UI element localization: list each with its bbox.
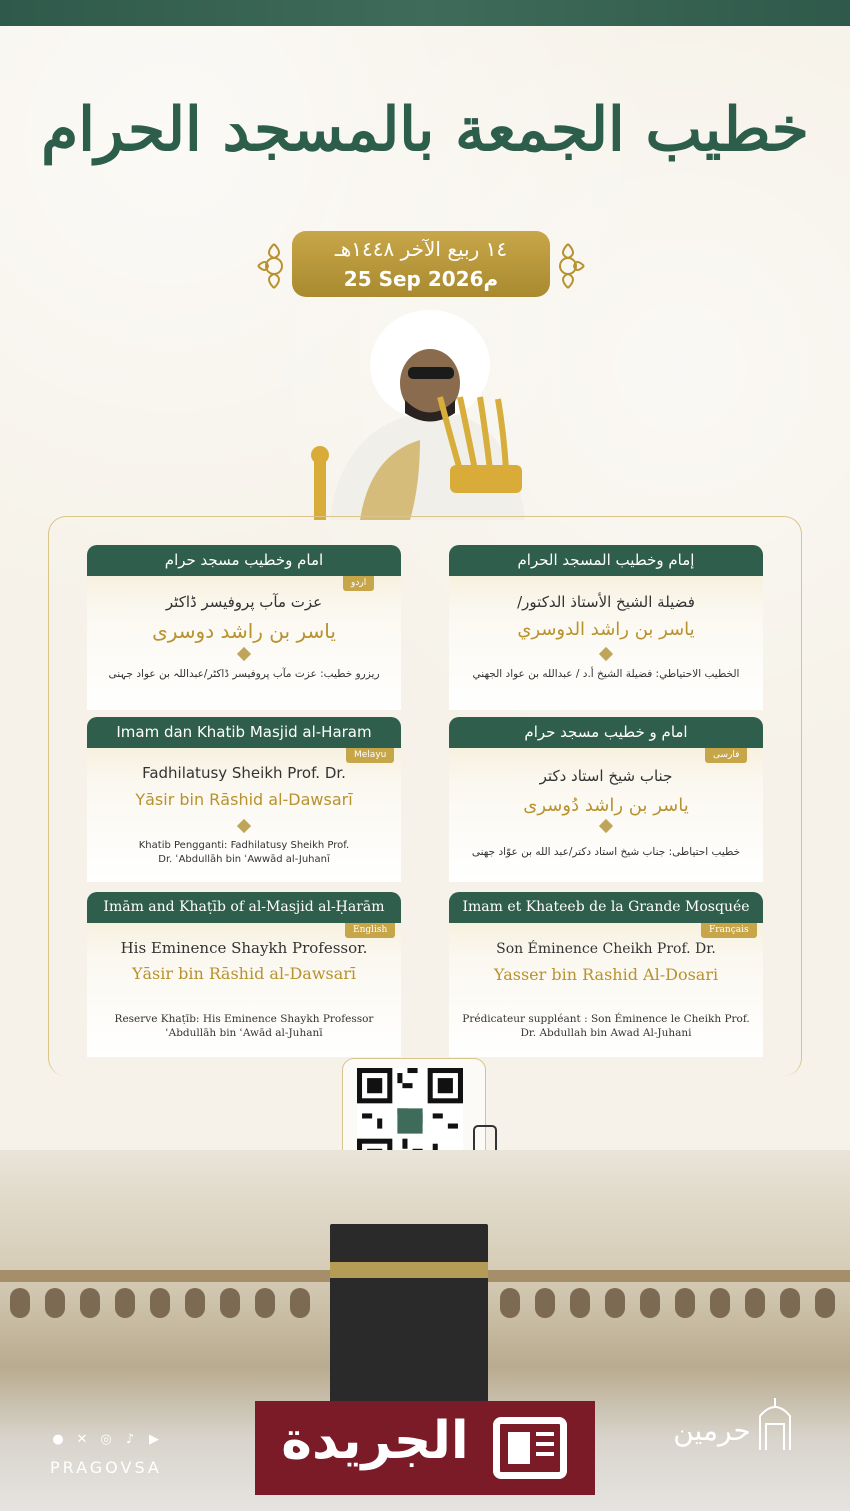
card-french-reserve xyxy=(459,1012,753,1040)
tiktok-icon[interactable]: ♪ xyxy=(125,1432,135,1447)
watermark-banner xyxy=(255,1401,595,1495)
card-malay-reserve xyxy=(97,839,391,867)
social-icons xyxy=(50,1432,170,1450)
card-english-name: Yāsir bin Rāshid al-Dawsarī xyxy=(131,964,357,983)
card-english xyxy=(87,892,401,1057)
card-urdu-title-line: عزت مآب پروفیسر ڈاکٹر xyxy=(165,593,323,611)
logo-text: حرمين xyxy=(673,1414,751,1447)
instagram-icon[interactable]: ◎ xyxy=(100,1432,112,1447)
card-urdu xyxy=(87,545,401,710)
card-malay-lang-tag: Melayu xyxy=(346,748,394,763)
card-persian-reserve: خطیب احتیاطی: جناب شیخ استاد دکتر/عبد الله بن عوّاد جهنی xyxy=(471,846,741,858)
top-bar xyxy=(0,0,850,26)
card-english-reserve-line-2: ʿAbdullāh bin ʿAwād al-Juhanī xyxy=(165,1027,323,1039)
card-english-lang-tag: English xyxy=(345,923,395,938)
divider-mark xyxy=(237,647,251,661)
card-urdu-name: یاسر بن راشد دوسری xyxy=(152,619,336,643)
card-persian-title-line: جناب شیخ استاد دکتر xyxy=(539,767,673,785)
newspaper-icon xyxy=(493,1417,567,1479)
card-arabic-name: ياسر بن راشد الدوسري xyxy=(517,619,695,640)
card-french-lang-tag: Français xyxy=(701,923,757,938)
right-ornament-icon xyxy=(550,240,586,292)
card-persian-heading: امام و خطیب مسجد حرام xyxy=(449,717,763,748)
card-french-name: Yasser bin Rashid Al-Dosari xyxy=(493,965,719,984)
card-urdu-heading: امام وخطیب مسجد حرام xyxy=(87,545,401,576)
card-french-heading: Imam et Khateeb de la Grande Mosquée xyxy=(449,892,763,923)
x-icon[interactable]: ✕ xyxy=(76,1432,88,1447)
date-badge xyxy=(292,231,550,297)
card-persian xyxy=(449,717,763,882)
card-malay-reserve-line-2: Dr. ʿAbdullāh bin ʿAwwād al-Juhanī xyxy=(158,854,330,865)
divider-mark xyxy=(237,819,251,833)
card-urdu-lang-tag: اردو xyxy=(343,576,374,591)
khatib-portrait xyxy=(300,305,550,520)
card-arabic-reserve: الخطيب الاحتياطي: فضيلة الشيخ أ.د / عبدالله بن عواد الجهني xyxy=(472,668,740,680)
left-ornament-icon xyxy=(256,240,292,292)
card-malay-name: Yāsir bin Rāshid al-Dawsarī xyxy=(135,790,353,809)
card-malay-title-line: Fadhilatusy Sheikh Prof. Dr. xyxy=(142,764,346,782)
snapchat-icon[interactable]: ● xyxy=(52,1432,64,1447)
date-hijri: ١٤ ربيع الآخر ١٤٤٨هـ xyxy=(334,237,508,261)
card-french xyxy=(449,892,763,1057)
card-arabic-heading: إمام وخطيب المسجد الحرام xyxy=(449,545,763,576)
card-french-reserve-line-2: Dr. Abdullah bin Awad Al-Juhani xyxy=(520,1027,692,1039)
haramain-logo xyxy=(672,1392,800,1484)
card-arabic-title-line: فضيلة الشيخ الأستاذ الدكتور/ xyxy=(517,593,695,611)
kaaba-band xyxy=(330,1262,488,1278)
card-french-reserve-line-1: Prédicateur suppléant : Son Éminence le Cheikh Prof. xyxy=(462,1013,750,1025)
mosque-logo-icon xyxy=(754,1396,796,1452)
divider-mark xyxy=(599,819,613,833)
card-english-reserve-line-1: Reserve Khaṭīb: His Eminence Shaykh Professor xyxy=(114,1013,374,1025)
card-english-reserve xyxy=(97,1012,391,1040)
youtube-icon[interactable]: ▶ xyxy=(149,1432,159,1447)
card-english-heading: Imām and Khaṭīb of al-Masjid al-Ḥarām xyxy=(87,892,401,923)
kaaba xyxy=(330,1224,488,1414)
date-gregorian: 25 Sep 2026م xyxy=(343,267,499,291)
page-title: خطيب الجمعة بالمسجد الحرام xyxy=(41,95,809,165)
card-persian-lang-tag: فارسی xyxy=(705,748,747,763)
card-persian-name: یاسر بن راشد دُوسری xyxy=(523,795,689,816)
card-malay-heading: Imam dan Khatib Masjid al-Haram xyxy=(87,717,401,748)
watermark-text: الجريدة xyxy=(281,1411,469,1471)
handle-text: PRAGOVSA xyxy=(50,1458,162,1477)
divider-mark xyxy=(599,647,613,661)
card-malay xyxy=(87,717,401,882)
card-english-title-line: His Eminence Shaykh Professor. xyxy=(120,939,368,957)
card-french-title-line: Son Éminence Cheikh Prof. Dr. xyxy=(496,941,716,957)
card-urdu-reserve: ریزرو خطیب: عزت مآب پروفیسر ڈاکٹر/عبداللہ بن عواد جہنی xyxy=(108,668,380,680)
card-arabic xyxy=(449,545,763,710)
card-malay-reserve-line-1: Khatib Pengganti: Fadhilatusy Sheikh Prof. xyxy=(138,840,350,851)
